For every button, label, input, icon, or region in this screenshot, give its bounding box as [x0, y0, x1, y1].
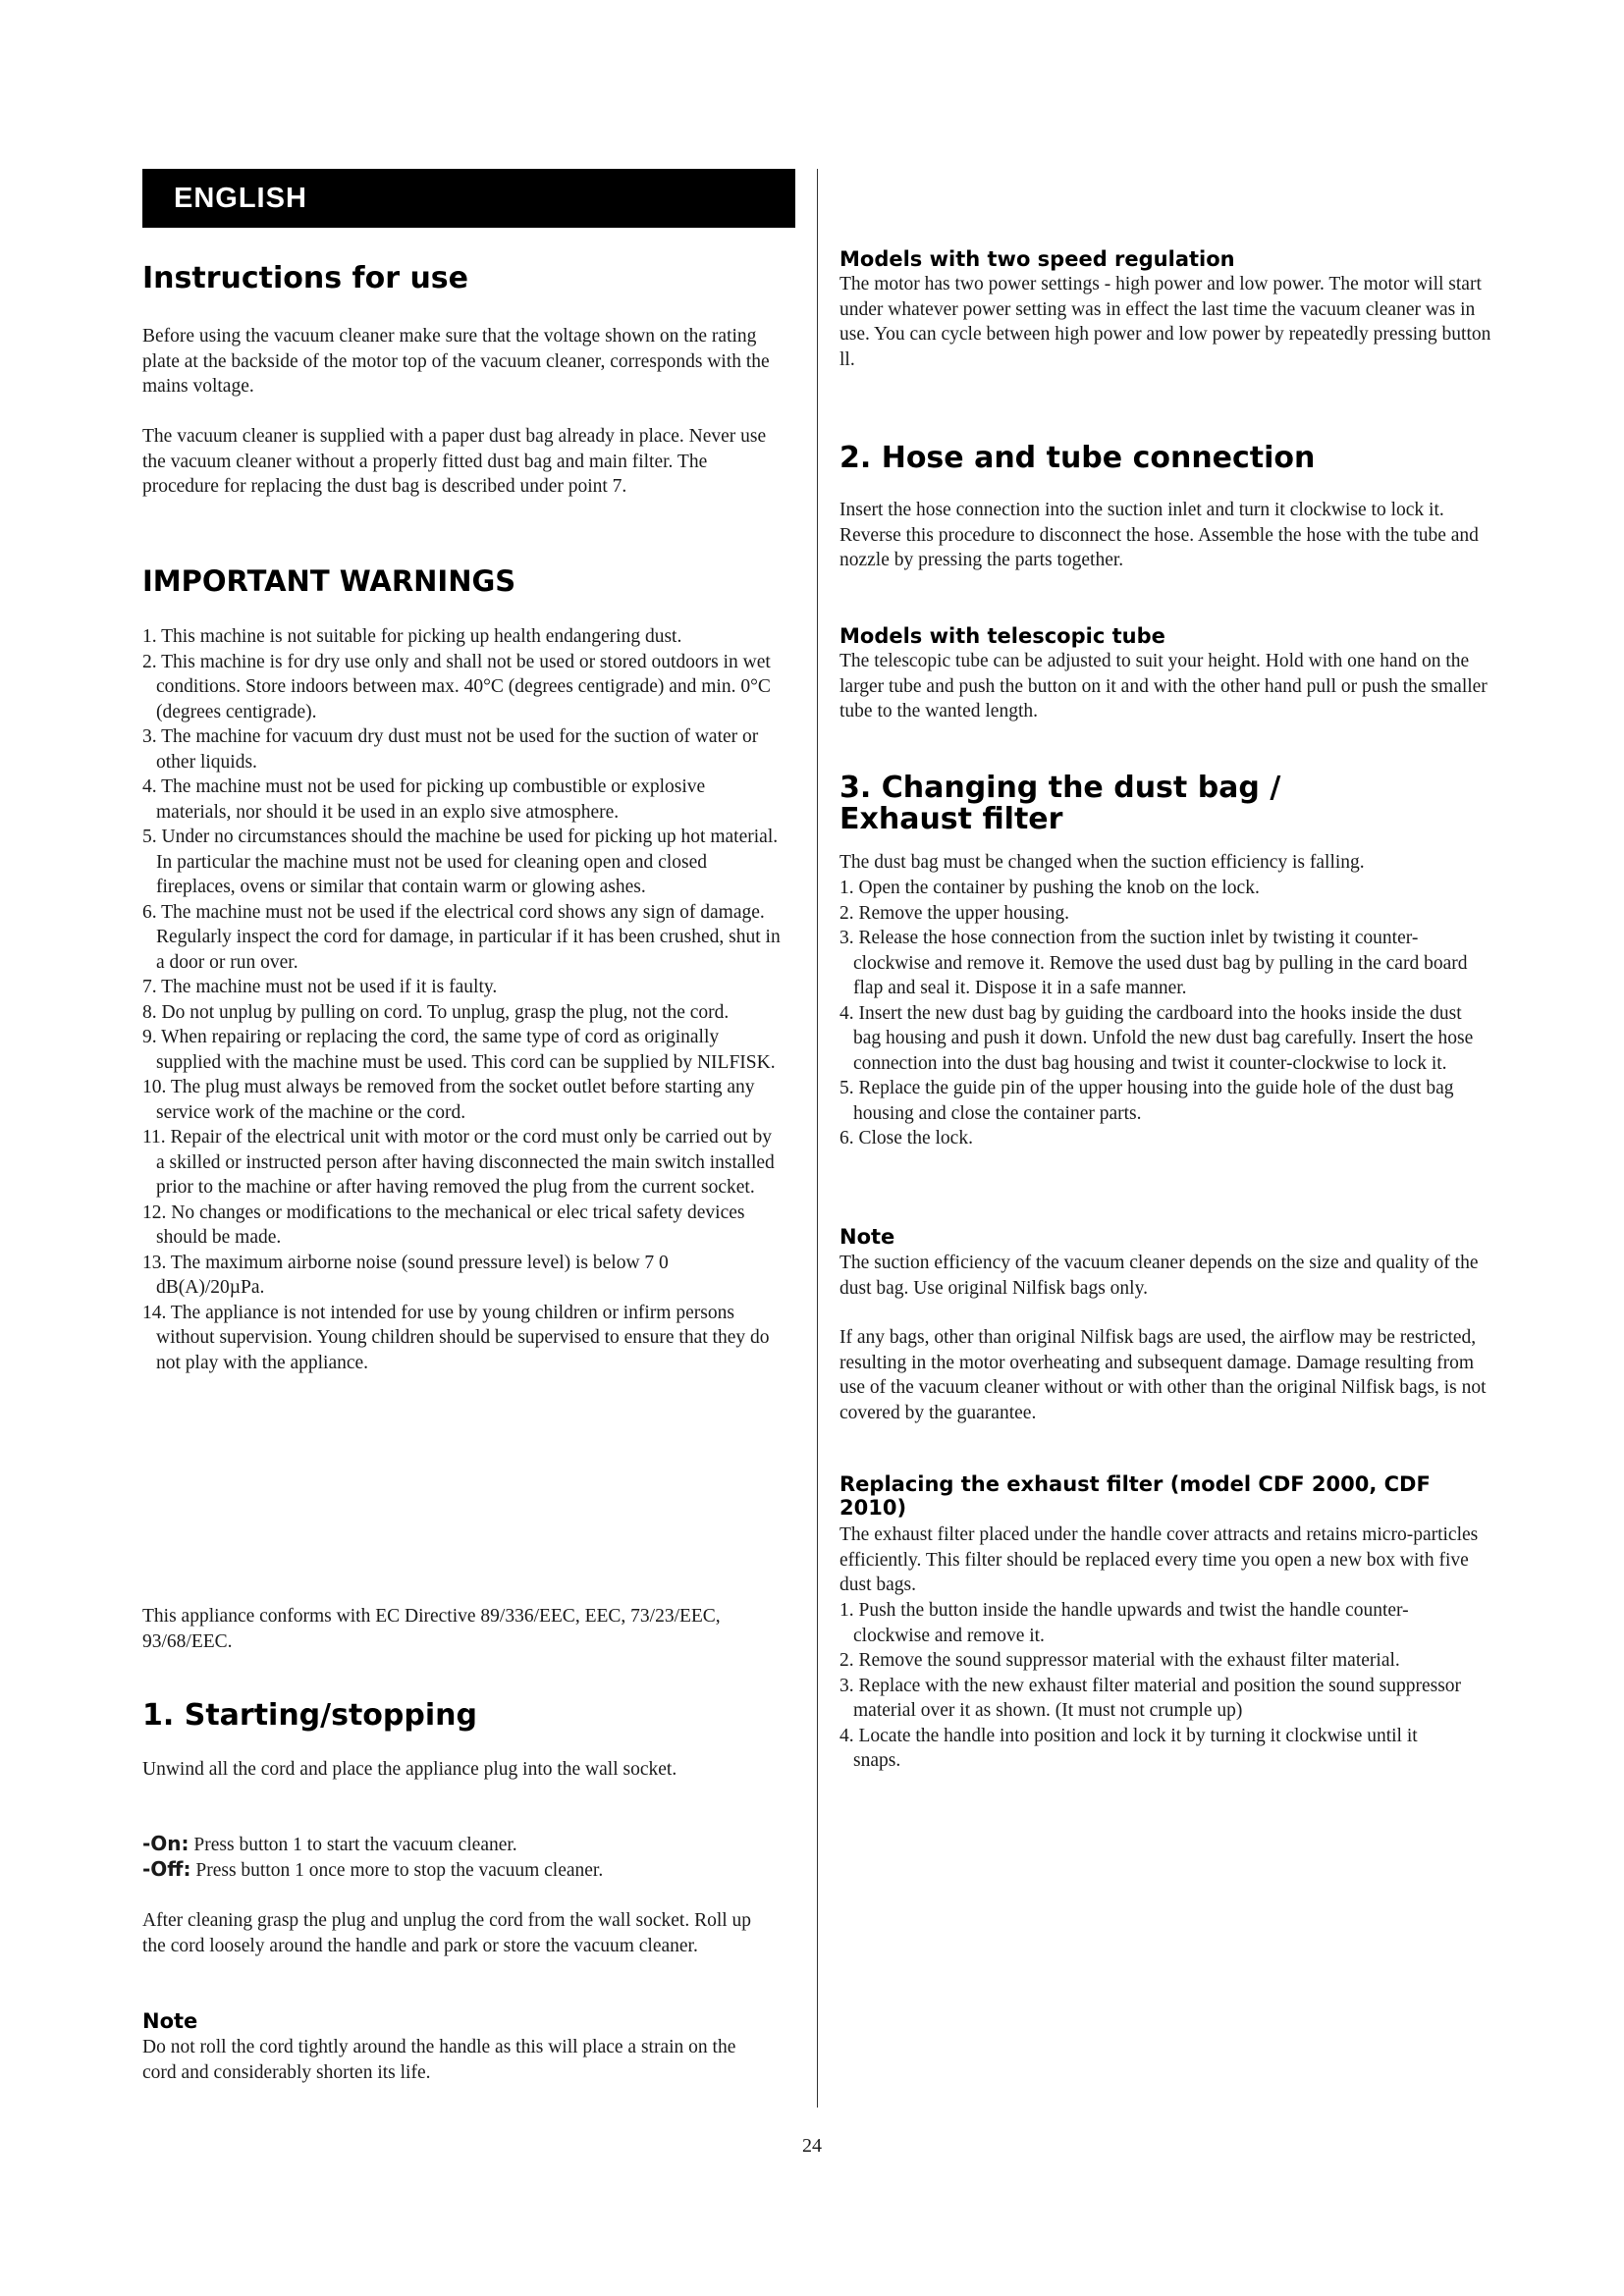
- hose-title: 2. Hose and tube connection: [839, 441, 1316, 475]
- list-item: 8. Do not unplug by pulling on cord. To unplug, grasp the plug, not the cord.: [142, 1001, 730, 1023]
- list-item: 14. The appliance is not intended for use by young children or infirm persons without supervision. Young children should be supervised to ensure that they do not play with the appliance.: [142, 1302, 770, 1373]
- exhaust-filter-title: Replacing the exhaust filter (model CDF 2000, CDF 2010): [839, 1472, 1431, 1521]
- dustbag-title-line-2: Exhaust filter: [839, 801, 1063, 836]
- telescopic-title: Models with telescopic tube: [839, 624, 1165, 648]
- two-speed-text: The motor has two power settings - high power and low power. The motor will start under whatever power setting was in effect the last time the vacuum cleaner was in use. You can cycle between high power and low power by repeatedly pressing button ll.: [839, 274, 1491, 370]
- list-item: 3. The machine for vacuum dry dust must not be used for the suction of water or other liquids.: [142, 726, 759, 773]
- intro-paragraph-2: The vacuum cleaner is supplied with a paper dust bag already in place. Never use the vacuum cleaner without a properly fitted dust bag and main filter. The procedure for replacing the dust bag is described under point 7.: [142, 426, 767, 497]
- starting-stopping-title: 1. Starting/stopping: [142, 1698, 477, 1733]
- intro-paragraph-1: Before using the vacuum cleaner make sure that the voltage shown on the rating plate at the backside of the motor top of the vacuum cleaner, corresponds with the mains voltage.: [142, 326, 770, 397]
- list-item: 5. Under no circumstances should the machine be used for picking up hot material. In particular the machine must not be used for cleaning open and closed fireplaces, ovens or similar that contain warm or glowing ashes.: [142, 827, 779, 897]
- hose-text: Insert the hose connection into the suction inlet and turn it clockwise to lock it. Reverse this procedure to disconnect the hose. Assemble the hose with the tube and nozzle by pressing the parts together.: [839, 500, 1479, 570]
- on-label: -On:: [142, 1832, 189, 1855]
- note-paragraph-1: The suction efficiency of the vacuum cleaner depends on the size and quality of the dust bag. Use original Nilfisk bags only.: [839, 1253, 1479, 1299]
- list-item: 4. Locate the handle into position and lock it by turning it clockwise until it snaps.: [839, 1725, 1418, 1771]
- list-item: 10. The plug must always be removed from the socket outlet before starting any service work of the machine or the cord.: [142, 1077, 755, 1123]
- dustbag-title: [839, 773, 1280, 834]
- off-instruction: [142, 1857, 781, 1884]
- column-divider: [817, 169, 818, 2108]
- instructions-title: Instructions for use: [142, 261, 469, 295]
- list-item: 5. Replace the guide pin of the upper housing into the guide hole of the dust bag housing and close the container parts.: [839, 1078, 1454, 1124]
- list-item: 3. Replace with the new exhaust filter material and position the sound suppressor material over it as shown. (It must not crumple up): [839, 1675, 1462, 1721]
- list-item: 12. No changes or modifications to the mechanical or elec trical safety devices should be made.: [142, 1201, 745, 1248]
- dustbag-title-line-1: 3. Changing the dust bag /: [839, 771, 1281, 805]
- off-text: Press button 1 once more to stop the vacuum cleaner.: [190, 1860, 604, 1881]
- exhaust-steps: [839, 1598, 1468, 1774]
- list-item: 2. Remove the upper housing.: [839, 902, 1069, 924]
- off-label: -Off:: [142, 1857, 191, 1881]
- note-paragraph-2: If any bags, other than original Nilfisk bags are used, the airflow may be restricted, resulting in the motor overheating and subsequent damage. Damage resulting from use of the vacuum cleaner without or with other than the original Nilfisk bags, is not covered by the guarantee.: [839, 1327, 1487, 1423]
- list-item: 1. Push the button inside the handle upwards and twist the handle counter-clockwise and remove it.: [839, 1600, 1409, 1646]
- on-instruction: [142, 1832, 781, 1858]
- exhaust-filter-text: The exhaust filter placed under the handle cover attracts and retains micro-particles efficiently. This filter should be replaced every time you open a new box with five dust bags.: [839, 1524, 1479, 1595]
- list-item: 4. The machine must not be used for picking up combustible or explosive materials, nor should it be used in an explo sive atmosphere.: [142, 776, 706, 823]
- conformity-text: This appliance conforms with EC Directive 89/336/EEC, EEC, 73/23/EEC, 93/68/EEC.: [142, 1606, 721, 1652]
- note-title: Note: [839, 1225, 895, 1249]
- dustbag-intro: The dust bag must be changed when the suction efficiency is falling.: [839, 852, 1365, 873]
- list-item: 7. The machine must not be used if it is faulty.: [142, 977, 498, 997]
- language-banner: ENGLISH: [142, 169, 795, 228]
- note-title: Note: [142, 2009, 198, 2033]
- after-cleaning-paragraph: After cleaning grasp the plug and unplug the cord from the wall socket. Roll up the cord loosely around the handle and park or store the vacuum cleaner.: [142, 1910, 752, 1956]
- list-item: 11. Repair of the electrical unit with motor or the cord must only be carried out by a skilled or instructed person after having disconnected the main switch installed prior to the machine or after having removed the plug from the current socket.: [142, 1127, 775, 1198]
- list-item: 13. The maximum airborne noise (sound pressure level) is below 7 0 dB(A)/20µPa.: [142, 1252, 669, 1298]
- warnings-title: IMPORTANT WARNINGS: [142, 564, 516, 598]
- list-item: 6. Close the lock.: [839, 1128, 973, 1148]
- two-speed-title: Models with two speed regulation: [839, 247, 1235, 271]
- list-item: 6. The machine must not be used if the electrical cord shows any sign of damage. Regularly inspect the cord for damage, in particular if it has been crushed, shut in a door or run over.: [142, 901, 781, 973]
- list-item: 2. Remove the sound suppressor material with the exhaust filter material.: [839, 1650, 1400, 1671]
- starting-paragraph: Unwind all the cord and place the appliance plug into the wall socket.: [142, 1759, 677, 1780]
- telescopic-text: The telescopic tube can be adjusted to suit your height. Hold with one hand on the larger tube and push the button on it and with the other hand pull or push the smaller tube to the wanted length.: [839, 651, 1488, 721]
- list-item: 3. Release the hose connection from the suction inlet by twisting it counter-clockwise and remove it. Remove the used dust bag by pulling in the card board flap and seal it. Dispose it in a safe manner.: [839, 928, 1468, 998]
- list-item: 1. Open the container by pushing the knob on the lock.: [839, 878, 1260, 898]
- list-item: 1. This machine is not suitable for picking up health endangering dust.: [142, 626, 682, 647]
- list-item: 2. This machine is for dry use only and shall not be used or stored outdoors in wet conditions. Store indoors between max. 40°C (degrees centigrade) and min. 0°C (degrees centigrade).: [142, 651, 771, 722]
- list-item: 9. When repairing or replacing the cord, the same type of cord as originally supplied with the machine must be used. This cord can be supplied by NILFISK.: [142, 1027, 776, 1073]
- warnings-list: [142, 624, 781, 1375]
- list-item: 4. Insert the new dust bag by guiding the cardboard into the hooks inside the dust bag housing and push it down. Unfold the new dust bag carefully. Insert the hose connection into the dust bag housing and twist it counter-clockwise to lock it.: [839, 1002, 1474, 1074]
- on-text: Press button 1 to start the vacuum cleaner.: [189, 1835, 517, 1855]
- note-text: Do not roll the cord tightly around the handle as this will place a strain on the cord and considerably shorten its life.: [142, 2037, 736, 2083]
- dustbag-steps: [839, 876, 1478, 1151]
- page-number: 24: [802, 2135, 822, 2157]
